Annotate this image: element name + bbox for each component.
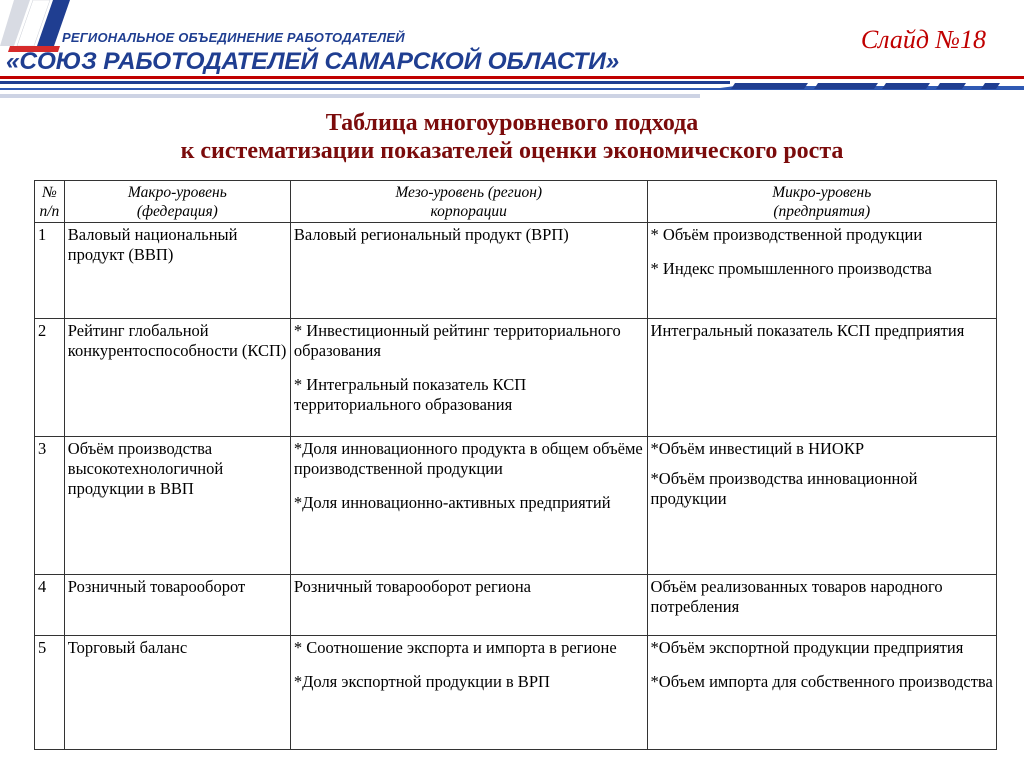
cell-micro: *Объём инвестиций в НИОКР *Объём производства инновационной продукции (647, 437, 996, 575)
slide-title (0, 109, 1024, 165)
table-row (35, 437, 997, 575)
org-name-line2: «СОЮЗ РАБОТОДАТЕЛЕЙ САМАРСКОЙ ОБЛАСТИ» (6, 48, 620, 75)
cell-micro: *Объём экспортной продукции предприятия *Объем импорта для собственного производства (647, 636, 996, 750)
cell-macro: Объём производства высокотехнологичной продукции в ВВП (64, 437, 290, 575)
cell-meso: * Инвестиционный рейтинг территориального образования * Интегральный показатель КСП территориального образования (290, 319, 647, 437)
slide-number: Слайд №18 (860, 25, 986, 54)
table-row (35, 319, 997, 437)
title-line2: к систематизации показателей оценки экономического роста (180, 138, 844, 164)
cell-macro: Рейтинг глобальной конкурентоспособности (КСП) (64, 319, 290, 437)
cell-meso: * Соотношение экспорта и импорта в регионе *Доля экспортной продукции в ВРП (290, 636, 647, 750)
cell-num: 5 (35, 636, 65, 750)
cell-micro: * Объём производственной продукции * Индекс промышленного производства (647, 223, 996, 319)
cell-num: 2 (35, 319, 65, 437)
cell-num: 3 (35, 437, 65, 575)
cell-micro: Объём реализованных товаров народного потребления (647, 575, 996, 636)
table-row (35, 575, 997, 636)
header-micro: Микро-уровень (предприятия) (647, 181, 996, 223)
header-stripes (0, 74, 1024, 110)
table-row (35, 223, 997, 319)
cell-meso: *Доля инновационного продукта в общем объёме производственной продукции *Доля инновационно-активных предприятий (290, 437, 647, 575)
cell-meso: Розничный товарооборот региона (290, 575, 647, 636)
header-num: № п/п (35, 181, 65, 223)
cell-macro: Валовый национальный продукт (ВВП) (64, 223, 290, 319)
cell-macro: Торговый баланс (64, 636, 290, 750)
cell-num: 1 (35, 223, 65, 319)
title-line1: Таблица многоуровневого подхода (325, 110, 699, 136)
table-row (35, 636, 997, 750)
header-macro: Макро-уровень (федерация) (64, 181, 290, 223)
cell-num: 4 (35, 575, 65, 636)
cell-macro: Розничный товарооборот (64, 575, 290, 636)
cell-micro: Интегральный показатель КСП предприятия (647, 319, 996, 437)
org-name-line1: РЕГИОНАЛЬНОЕ ОБЪЕДИНЕНИЕ РАБОТОДАТЕЛЕЙ (62, 30, 405, 45)
table-header-row (35, 181, 997, 223)
header-meso: Мезо-уровень (регион) корпорации (290, 181, 647, 223)
indicators-table (34, 180, 997, 750)
cell-meso: Валовый региональный продукт (ВРП) (290, 223, 647, 319)
